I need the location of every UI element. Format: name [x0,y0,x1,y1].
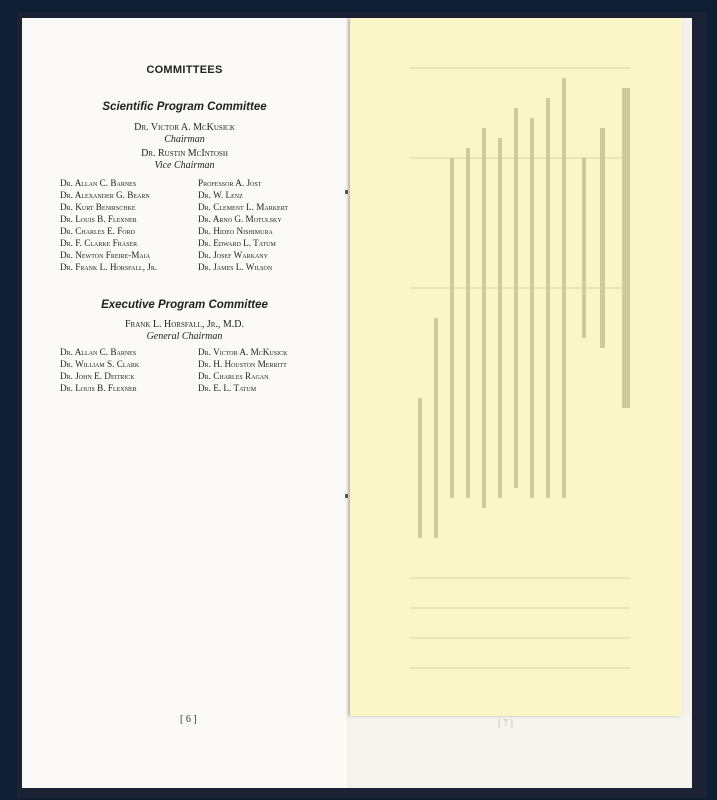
executive-members-left [60,346,139,394]
speck-mark [345,190,348,194]
page-heading: COMMITTEES [146,64,223,76]
member-name: Dr. Alexander G. Bearn [60,190,150,200]
member-name: Dr. F. Clarke Fraser [60,238,138,248]
scientific-chairman-name: Dr. Victor A. McKusick [134,122,235,133]
member-name: Dr. Arno G. Motulsky [198,214,282,224]
member-name: Dr. Frank L. Horsfall, Jr. [60,262,158,272]
registration-form-sheet [350,18,682,716]
member-name: Dr. Charles Ragan [198,371,269,381]
facing-page-edge [350,716,690,786]
member-name: Dr. Edward L. Tatum [198,238,276,248]
page-number: [ 6 ] [180,714,197,725]
executive-chairman-name: Frank L. Horsfall, Jr., M.D. [125,319,244,330]
member-name: Dr. Hideo Nishimura [198,226,273,236]
scientific-committee-title: Scientific Program Committee [102,101,267,113]
scientific-chairman-role: Chairman [164,134,205,145]
executive-committee-title: Executive Program Committee [101,299,268,311]
member-name: Dr. Charles E. Ford [60,226,135,236]
member-name: Dr. Clement L. Markert [198,202,288,212]
member-name: Dr. W. Lenz [198,190,243,200]
member-name: Dr. James L. Wilson [198,262,273,272]
executive-chairman-role: General Chairman [146,331,223,342]
scientific-vice-chairman-name: Dr. Rustin McIntosh [141,148,228,159]
scientific-members-left [60,177,157,273]
member-name: Dr. Newton Freire-Maia [60,250,151,260]
member-name: Dr. William S. Clark [60,359,140,369]
member-name: Dr. Louis B. Flexner [60,383,137,393]
bleed-through-print [350,18,682,716]
member-name: Dr. Victor A. McKusick [198,347,288,357]
executive-members-right [198,346,287,394]
scientific-vice-chairman-role: Vice Chairman [154,160,215,171]
scientific-members-right [198,177,288,273]
member-name: Dr. E. L. Tatum [198,383,257,393]
member-name: Dr. Josef Warkany [198,250,268,260]
facing-page-number: [ 7 ] [498,718,513,728]
member-name: Dr. Allan C. Barnes [60,178,137,188]
member-name: Dr. H. Houston Merritt [198,359,287,369]
speck-mark [345,494,348,498]
member-name: Dr. John E. Deitrick [60,371,135,381]
member-name: Dr. Louis B. Flexner [60,214,137,224]
member-name: Dr. Kurt Benirschke [60,202,136,212]
member-name: Dr. Allan C. Barnes [60,347,137,357]
member-name: Professor A. Jost [198,178,262,188]
